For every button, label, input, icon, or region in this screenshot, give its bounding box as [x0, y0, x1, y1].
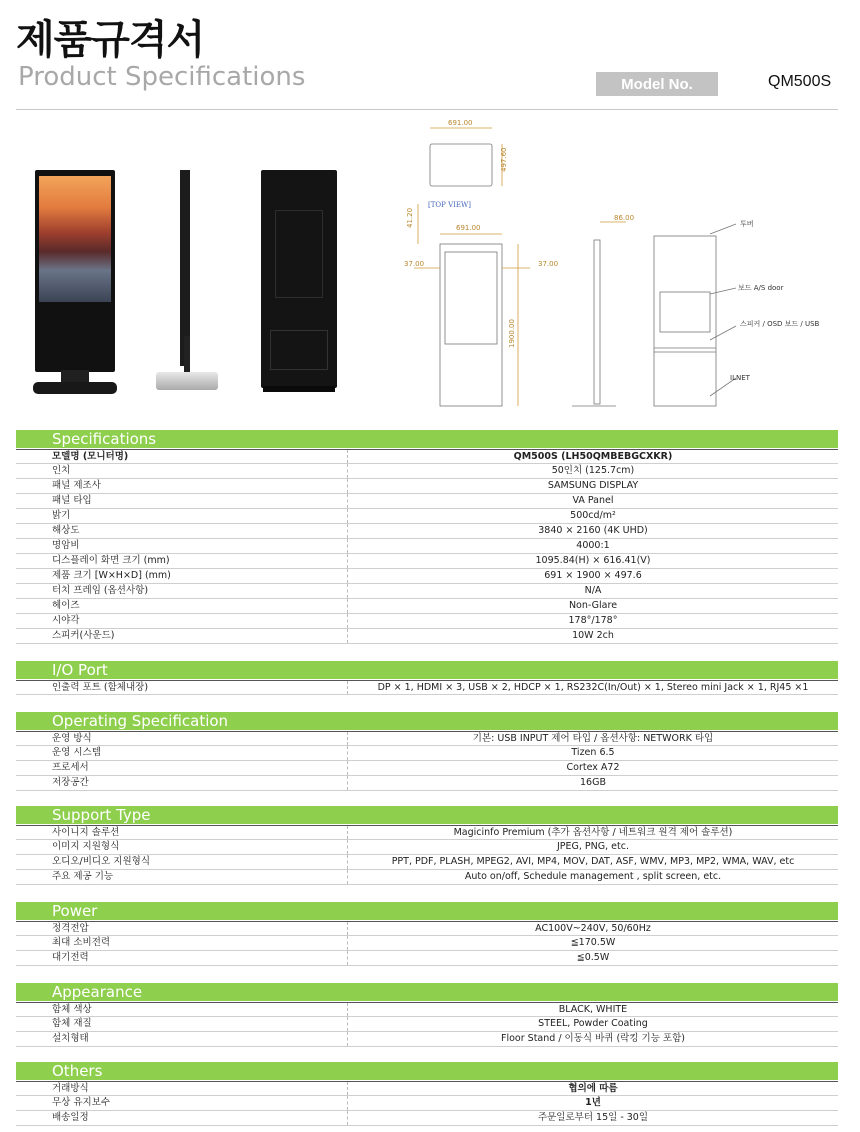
- support-type-table: [16, 825, 838, 885]
- others-table: [16, 1081, 838, 1126]
- page-title: 제품규격서: [16, 17, 205, 63]
- table-row: 거래방식 협의에 따름: [16, 1081, 838, 1096]
- back-wheels: [263, 386, 335, 392]
- table-row: 터치 프레임 (옵션사항) N/A: [16, 584, 838, 599]
- front-view-frame: [440, 244, 502, 406]
- section-header-appearance: Appearance: [16, 983, 838, 1001]
- table-row: 오디오/비디오 지원형식 PPT, PDF, PLASH, MPEG2, AVI, MP4, MOV, DAT, ASF, WMV, MP3, MP2, WMA, WAV, etc: [16, 855, 838, 870]
- dim-right-margin: 37.00: [538, 260, 559, 268]
- table-row: 밝기 500cd/m²: [16, 509, 838, 524]
- callout-3: 스피커 / OSD 보드 / USB: [740, 320, 820, 328]
- table-row: 패널 제조사 SAMSUNG DISPLAY: [16, 479, 838, 494]
- dim-front-width: 691.00: [456, 224, 481, 232]
- callout-1: 투버: [740, 220, 754, 228]
- table-row: 정격전압 AC100V~240V, 50/60Hz: [16, 921, 838, 936]
- dim-left-margin: 37.00: [404, 260, 425, 268]
- table-row: 사이니지 솔루션 Magicinfo Premium (추가 옵션사항 / 네트워크 원격 제어 솔루션): [16, 825, 838, 840]
- table-row: 프로세서 Cortex A72: [16, 761, 838, 776]
- table-row: 운영 방식 기본: USB INPUT 제어 타입 / 옵션사항: NETWORK 타입: [16, 731, 838, 746]
- table-row: 주요 제공 기능 Auto on/off, Schedule management , split screen, etc.: [16, 870, 838, 885]
- model-label-badge: Model No.: [596, 72, 718, 96]
- section-header-support-type: Support Type: [16, 806, 838, 824]
- table-row: 인출력 포트 (함체내장) DP × 1, HDMI × 3, USB × 2, HDCP × 1, RS232C(In/Out) × 1, Stereo mini Jack × 1, RJ45 ×1: [16, 680, 838, 695]
- section-header-operating-specification: Operating Specification: [16, 712, 838, 730]
- table-row: 설치형태 Floor Stand / 이동식 바퀴 (락킹 기능 포함): [16, 1032, 838, 1047]
- table-row: 저장공간 16GB: [16, 776, 838, 791]
- section-header-power: Power: [16, 902, 838, 920]
- section-header-specifications: Specifications: [16, 430, 838, 448]
- back-view-door: [660, 292, 710, 332]
- back-panel: [275, 210, 323, 298]
- table-row: 헤이즈 Non-Glare: [16, 599, 838, 614]
- table-row: 배송일정 주문일로부터 15일 - 30일: [16, 1111, 838, 1126]
- dim-top-width: 691.00: [448, 119, 473, 127]
- table-row: 스피커(사운드) 10W 2ch: [16, 629, 838, 644]
- table-row: 이미지 지원형식 JPEG, PNG, etc.: [16, 840, 838, 855]
- technical-drawing: [390, 112, 840, 422]
- table-row: 제품 크기 [W×H×D] (mm) 691 × 1900 × 497.6: [16, 569, 838, 584]
- power-table: [16, 921, 838, 966]
- specifications-table: [16, 449, 838, 644]
- table-row: 대기전력 ≦0.5W: [16, 951, 838, 966]
- front-view-screen: [445, 252, 497, 344]
- table-row: 모델명 (모니터명) QM500S (LH50QMBEBGCXKR): [16, 449, 838, 464]
- table-row: 패널 타입 VA Panel: [16, 494, 838, 509]
- front-screen: [39, 176, 111, 302]
- dim-top-depth: 497.60: [500, 147, 508, 172]
- top-view-label: [TOP VIEW]: [428, 201, 471, 209]
- side-view-body: [594, 240, 600, 404]
- side-base: [156, 372, 218, 390]
- callout-4: ILNET: [730, 374, 750, 382]
- table-row: 최대 소비전력 ≦170.5W: [16, 936, 838, 951]
- operating-specification-table: [16, 731, 838, 791]
- table-row: 함체 재질 STEEL, Powder Coating: [16, 1017, 838, 1032]
- header-divider: [16, 109, 838, 110]
- table-row: 함체 색상 BLACK, WHITE: [16, 1002, 838, 1017]
- dim-top-offset: 41.20: [406, 207, 414, 228]
- table-row: 시야각 178°/178°: [16, 614, 838, 629]
- appearance-table: [16, 1002, 838, 1047]
- back-view-frame: [654, 236, 716, 406]
- table-row: 명암비 4000:1: [16, 539, 838, 554]
- model-value: QM500S: [768, 73, 832, 90]
- io-port-table: [16, 680, 838, 695]
- callout-2: 보드 A/S door: [738, 284, 784, 292]
- front-base: [33, 382, 117, 394]
- table-row: 운영 시스템 Tizen 6.5: [16, 746, 838, 761]
- side-pole: [184, 336, 190, 376]
- table-row: 인치 50인치 (125.7cm): [16, 464, 838, 479]
- page-subtitle: Product Specifications: [18, 62, 306, 92]
- dim-height: 1900.00: [508, 319, 516, 348]
- table-row: 해상도 3840 × 2160 (4K UHD): [16, 524, 838, 539]
- table-row: 디스플레이 화면 크기 (mm) 1095.84(H) × 616.41(V): [16, 554, 838, 569]
- top-view-box: [430, 144, 492, 186]
- section-header-others: Others: [16, 1062, 838, 1080]
- dim-side-depth: 86.00: [614, 214, 635, 222]
- table-row: 무상 유지보수 1년: [16, 1096, 838, 1111]
- back-lower-panel: [270, 330, 328, 370]
- section-header-io-port: I/O Port: [16, 661, 838, 679]
